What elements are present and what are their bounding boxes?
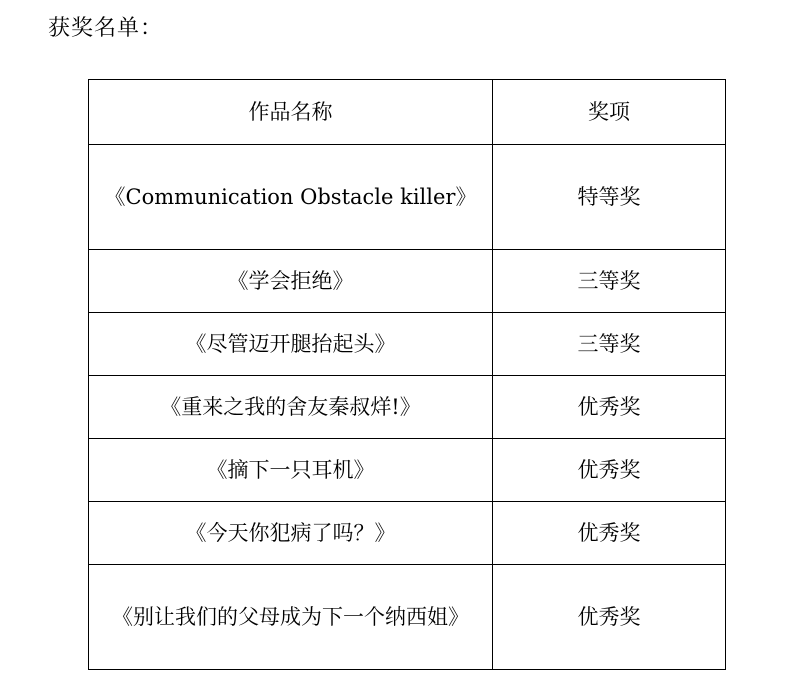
table-row (89, 439, 726, 502)
column-header-title: 作品名称 (89, 80, 493, 145)
table-row (89, 565, 726, 670)
work-title: 《Communication Obstacle killer》 (89, 145, 493, 250)
work-title: 《摘下一只耳机》 (89, 439, 493, 502)
work-title: 《别让我们的父母成为下一个纳西姐》 (89, 565, 493, 670)
page-title: 获奖名单： (48, 16, 164, 41)
award-name: 三等奖 (493, 313, 726, 376)
award-list-table (88, 79, 726, 670)
table-row (89, 145, 726, 250)
award-name: 优秀奖 (493, 502, 726, 565)
table-row (89, 376, 726, 439)
award-name: 三等奖 (493, 250, 726, 313)
award-name: 优秀奖 (493, 439, 726, 502)
award-name: 优秀奖 (493, 376, 726, 439)
award-name: 特等奖 (493, 145, 726, 250)
work-title: 《重来之我的舍友秦叔烊!》 (89, 376, 493, 439)
table-row (89, 250, 726, 313)
table-row (89, 313, 726, 376)
work-title: 《学会拒绝》 (89, 250, 493, 313)
work-title: 《今天你犯病了吗？》 (89, 502, 493, 565)
table-header-row (89, 80, 726, 145)
work-title: 《尽管迈开腿抬起头》 (89, 313, 493, 376)
table-row (89, 502, 726, 565)
column-header-award: 奖项 (493, 80, 726, 145)
award-name: 优秀奖 (493, 565, 726, 670)
